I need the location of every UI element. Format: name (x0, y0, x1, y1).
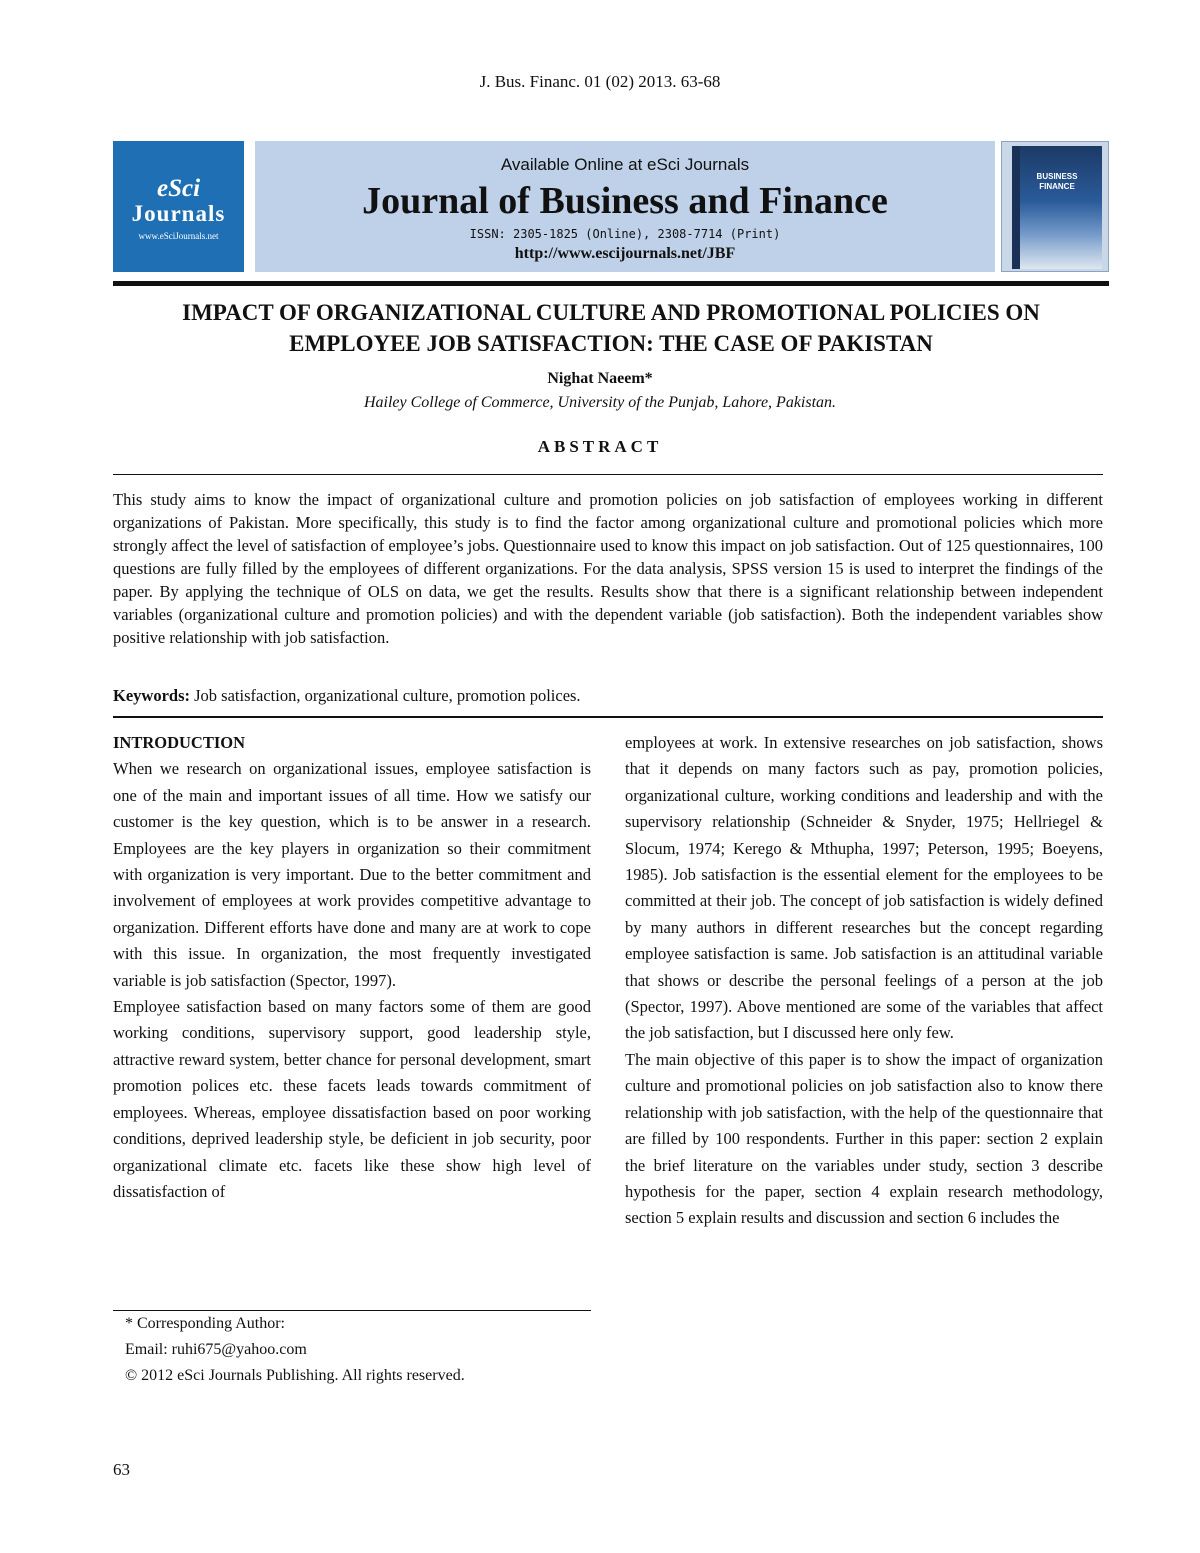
cover-spine (1012, 146, 1020, 269)
paper-title-line1: IMPACT OF ORGANIZATIONAL CULTURE AND PROMOTIONAL POLICIES ON (182, 300, 1040, 325)
author-affiliation: Hailey College of Commerce, University of the Punjab, Lahore, Pakistan. (363, 394, 837, 411)
journal-citation: J. Bus. Financ. 01 (02) 2013. 63-68 (479, 72, 721, 91)
paper-title-line2: EMPLOYEE JOB SATISFACTION: THE CASE OF PAKISTAN (289, 331, 933, 356)
journal-banner (255, 141, 995, 272)
logo-esci-text: eSci (156, 175, 201, 202)
intro-paragraph-4: The main objective of this paper is to show the impact of organization culture and promotional policies on job satisfaction also to know there relationship with job satisfaction, with the help of the questionnaire that are filled by 100 respondents. Further in this paper: section 2 explain the brief literature on the variables under study, section 3 describe hypothesis for the paper, section 4 explain research methodology, section 5 explain results and discussion and section 6 includes the (625, 1049, 1103, 1228)
abstract-top-divider (113, 474, 1103, 475)
keywords-list: Job satisfaction, organizational culture, promotion polices. (190, 686, 581, 705)
page-number: 63 (113, 1460, 130, 1479)
right-column (625, 730, 1103, 1232)
abstract-bottom-divider (113, 716, 1103, 718)
author-name: Nighat Naeem* (547, 370, 653, 387)
left-column (113, 730, 591, 1205)
keywords-label: Keywords: (113, 686, 190, 705)
intro-paragraph-2: Employee satisfaction based on many factors some of them are good working conditions, supervisory support, good leadership style, attractive reward system, better chance for personal development, smart promotion polices etc. these facets leads towards commitment of employees. Whereas, employee dissatisfaction based on poor working conditions, deprived leadership style, be deficient in job security, poor organizational climate etc. facets like these show high level of dissatisfaction of (113, 997, 591, 1201)
available-online-text: Available Online at eSci Journals (500, 155, 750, 174)
abstract-body: This study aims to know the impact of organizational culture and promotion policies on job satisfaction of employees working in different organizations of Pakistan. More specifically, this study is to find the factor among organizational culture and promotional policies which more strongly affect the level of satisfaction of employee’s jobs. Questionnaire used to know this impact on job satisfaction. Out of 125 questionnaires, 100 questions are fully filled by the employees of different organizations. For the data analysis, SPSS version 15 is used to interpret the findings of the paper. By applying the technique of OLS on data, we get the results. Results show that there is a significant relationship between independent variables (organizational culture and promotion policies) and with the dependent variable (job satisfaction). Both the independent variables show positive relationship with job satisfaction. (113, 490, 1103, 647)
journal-masthead (113, 141, 1109, 272)
intro-paragraph-1: When we research on organizational issues, employee satisfaction is one of the main and important issues of all time. How we satisfy our customer is the key question, which is to be answer in a research. Employees are the key players in organization so their commitment with organization is very important. Due to the better commitment and involvement of employees at work provides competitive advantage to organization. Different efforts have done and many are at work to cope with this issue. In organization, the most frequently investigated variable is job satisfaction (Spector, 1997). (113, 759, 591, 990)
header-divider (113, 281, 1109, 286)
introduction-heading: INTRODUCTION (113, 733, 246, 752)
abstract-heading: ABSTRACT (537, 437, 663, 456)
footnote-divider (113, 1310, 591, 1311)
corresponding-author-note: * Corresponding Author: (125, 1315, 285, 1332)
journal-url-link[interactable]: http://www.escijournals.net/JBF (514, 245, 736, 262)
keywords-line (113, 686, 1103, 706)
cover-title-line2: FINANCE (1039, 182, 1075, 191)
logo-journals-text: Journals (131, 201, 226, 226)
copyright-note: © 2012 eSci Journals Publishing. All rights reserved. (125, 1367, 465, 1384)
logo-url-text: www.eSciJournals.net (138, 231, 219, 241)
journal-cover-image (1001, 141, 1109, 272)
esci-journals-logo (113, 141, 244, 272)
cover-artwork (1012, 146, 1102, 269)
cover-title (1012, 172, 1102, 192)
journal-title: Journal of Business and Finance (362, 180, 888, 222)
issn-text: ISSN: 2305-1825 (Online), 2308-7714 (Print) (469, 227, 781, 241)
author-email[interactable]: Email: ruhi675@yahoo.com (125, 1341, 307, 1358)
paper-title (113, 297, 1109, 359)
cover-title-line1: BUSINESS (1036, 172, 1078, 181)
intro-paragraph-3: employees at work. In extensive researches on job satisfaction, shows that it depends on many factors such as pay, promotion policies, organizational culture, working conditions and leadership and with the supervisory relationship (Schneider & Snyder, 1975; Hellriegel & Slocum, 1974; Kerego & Mthupha, 1997; Peterson, 1995; Boeyens, 1985). Job satisfaction is the essential element for the employees to be committed at their job. The concept of job satisfaction is widely defined by many authors in different researches but the concept regarding employee satisfaction is same. Job satisfaction is an attitudinal variable that shows or describe the personal feelings of a person at the job (Spector, 1997). Above mentioned are some of the variables that affect the job satisfaction, but I discussed here only few. (625, 733, 1103, 1043)
